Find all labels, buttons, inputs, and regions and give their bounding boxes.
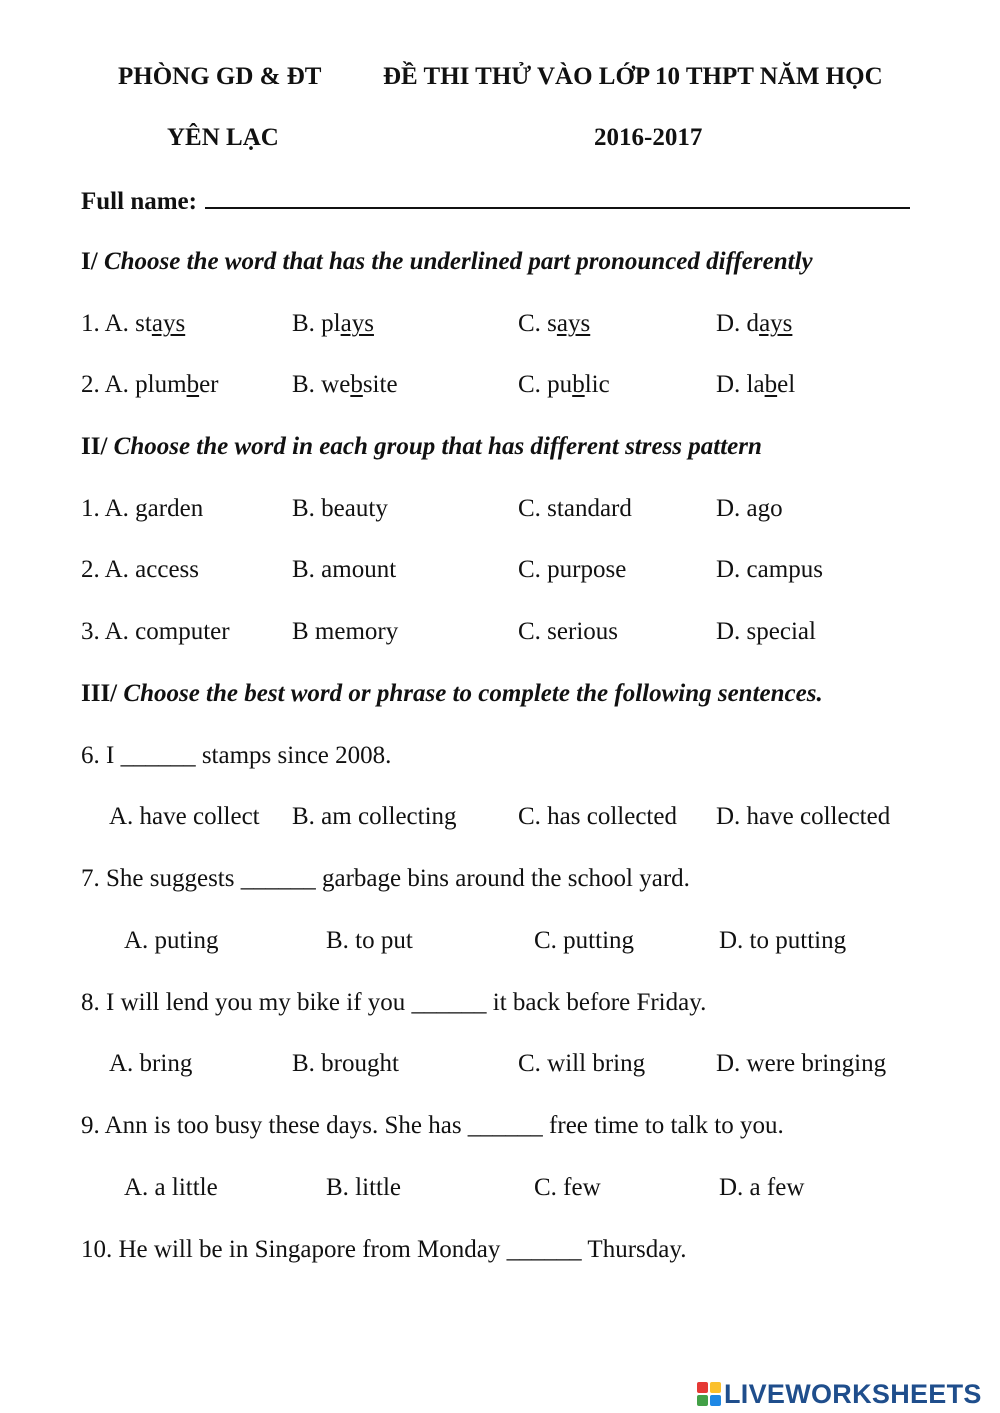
section-2-number: II/ (81, 433, 108, 460)
department-name: PHÒNG GD & ĐT (118, 63, 322, 90)
liveworksheets-wordmark: LIVEWORKSHEETS (724, 1378, 982, 1409)
full-name-row (81, 185, 910, 217)
s1-q1-option-d[interactable]: D. days (716, 310, 793, 337)
s1-q1-option-c[interactable]: C. says (518, 310, 591, 337)
q8-question: 8. I will lend you my bike if you ______ it back before Friday. (81, 989, 707, 1016)
q9-option-d[interactable]: D. a few (719, 1174, 805, 1201)
s1-q2-option-d[interactable]: D. label (716, 371, 796, 398)
full-name-line[interactable] (205, 185, 910, 209)
q7-option-a[interactable]: A. puting (124, 927, 219, 954)
s1-q2-option-a[interactable]: 2. A. plumber (81, 371, 219, 398)
q6-option-c[interactable]: C. has collected (518, 803, 677, 830)
q6-option-b[interactable]: B. am collecting (292, 803, 457, 830)
q6-option-a[interactable]: A. have collect (109, 803, 260, 830)
q8-option-c[interactable]: C. will bring (518, 1050, 646, 1077)
s2-q3-option-a[interactable]: 3. A. computer (81, 618, 230, 645)
school-year: 2016-2017 (594, 124, 703, 151)
liveworksheets-icon (697, 1382, 721, 1406)
q7-question: 7. She suggests ______ garbage bins around the school yard. (81, 865, 690, 892)
q7-option-d[interactable]: D. to putting (719, 927, 847, 954)
s2-q2-option-a[interactable]: 2. A. access (81, 556, 200, 583)
q6-option-d[interactable]: D. have collected (716, 803, 891, 830)
s1-q2-option-c[interactable]: C. public (518, 371, 610, 398)
s2-q3-option-b[interactable]: B memory (292, 618, 399, 645)
q8-option-a[interactable]: A. bring (109, 1050, 193, 1077)
q7-option-c[interactable]: C. putting (534, 927, 635, 954)
section-1-number: I/ (81, 248, 98, 275)
section-2-heading (81, 432, 762, 462)
section-2-title: Choose the word in each group that has different stress pattern (113, 433, 762, 460)
section-3-number: III/ (81, 680, 118, 707)
section-1-title: Choose the word that has the underlined part pronounced differently (103, 248, 813, 275)
q9-question: 9. Ann is too busy these days. She has ______ free time to talk to you. (81, 1112, 784, 1139)
q9-option-a[interactable]: A. a little (124, 1174, 218, 1201)
s1-q2-option-b[interactable]: B. website (292, 371, 398, 398)
s2-q2-option-b[interactable]: B. amount (292, 556, 397, 583)
liveworksheets-logo (697, 1379, 982, 1409)
s2-q3-option-c[interactable]: C. serious (518, 618, 618, 645)
q8-option-d[interactable]: D. were bringing (716, 1050, 887, 1077)
full-name-label: Full name: (81, 188, 197, 215)
s1-q1-option-a[interactable]: 1. A. stays (81, 310, 186, 337)
q8-option-b[interactable]: B. brought (292, 1050, 399, 1077)
exam-title: ĐỀ THI THỬ VÀO LỚP 10 THPT NĂM HỌC (383, 63, 883, 90)
q10-question: 10. He will be in Singapore from Monday ______ Thursday. (81, 1236, 687, 1263)
s1-q1-option-b[interactable]: B. plays (292, 310, 374, 337)
q9-option-c[interactable]: C. few (534, 1174, 601, 1201)
s2-q3-option-d[interactable]: D. special (716, 618, 816, 645)
section-3-heading (81, 679, 823, 709)
s2-q2-option-c[interactable]: C. purpose (518, 556, 627, 583)
s2-q2-option-d[interactable]: D. campus (716, 556, 823, 583)
district-name: YÊN LẠC (167, 124, 279, 151)
s2-q1-option-b[interactable]: B. beauty (292, 495, 388, 522)
section-1-heading (81, 247, 813, 277)
q9-option-b[interactable]: B. little (326, 1174, 401, 1201)
s2-q1-option-a[interactable]: 1. A. garden (81, 495, 204, 522)
section-3-title: Choose the best word or phrase to complete the following sentences. (123, 680, 823, 707)
s2-q1-option-d[interactable]: D. ago (716, 495, 783, 522)
q7-option-b[interactable]: B. to put (326, 927, 413, 954)
s2-q1-option-c[interactable]: C. standard (518, 495, 632, 522)
q6-question: 6. I ______ stamps since 2008. (81, 742, 392, 769)
